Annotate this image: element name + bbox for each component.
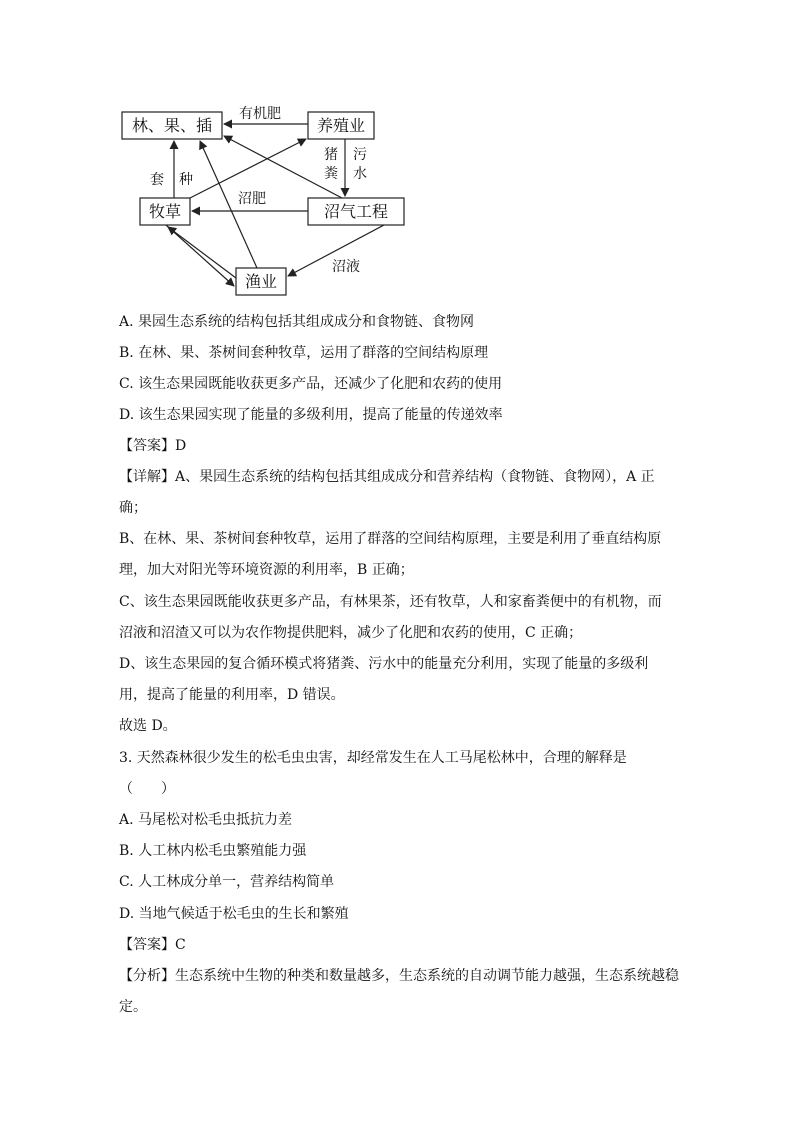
- q2-detail-line: 【详解】A、果园生态系统的结构包括其组成成分和营养结构（食物链、食物网），A 正: [119, 469, 655, 485]
- q2-option-a: A. 果园生态系统的结构包括其组成成分和食物链、食物网: [119, 314, 475, 330]
- q3-option-d: D. 当地气候适于松毛虫的生长和繁殖: [119, 906, 349, 922]
- label-biogas-fertilizer: 沼肥: [238, 191, 266, 207]
- q2-detail-line: 理，加大对阳光等环境资源的利用率，B 正确；: [119, 562, 414, 578]
- node-pasture-label: 牧草: [148, 202, 182, 221]
- node-fishery-label: 渔业: [244, 272, 278, 291]
- node-fishery: [236, 268, 286, 295]
- label-interplant-2: 种: [179, 172, 193, 188]
- label-sewage-2: 水: [353, 166, 367, 182]
- label-organic-fertilizer: 有机肥: [239, 106, 281, 122]
- q2-detail-line: C、该生态果园既能收获更多产品，有林果茶，还有牧草，人和家畜粪便中的有机物，而: [119, 594, 662, 610]
- node-forest-label: 林、果、插: [131, 116, 213, 135]
- q2-conclusion: 故选 D。: [119, 718, 177, 734]
- q2-option-b: B. 在林、果、茶树间套种牧草，运用了群落的空间结构原理: [119, 345, 489, 361]
- label-pig-manure-2: 粪: [324, 166, 338, 182]
- q3-option-c: C. 人工林成分单一，营养结构简单: [119, 874, 335, 890]
- q3-blank: （ ）: [119, 781, 175, 797]
- label-sewage-1: 污: [353, 147, 367, 163]
- q2-detail-line: D、该生态果园的复合循环模式将猪粪、污水中的能量充分利用，实现了能量的多级利: [119, 656, 649, 672]
- node-breeding-label: 养殖业: [316, 116, 366, 135]
- q3-analysis-line: 【分析】生态系统中生物的种类和数量越多，生态系统的自动调节能力越强，生态系统越稳: [119, 968, 679, 984]
- q3-option-b: B. 人工林内松毛虫繁殖能力强: [119, 843, 307, 859]
- edge-pasture-fishery: [166, 225, 234, 286]
- node-pasture: [140, 198, 190, 225]
- edge-pasture-breeding: [190, 139, 306, 198]
- q3-option-a: A. 马尾松对松毛虫抵抗力差: [119, 812, 293, 828]
- q2-detail-line: 沼液和沼渣又可以为农作物提供肥料，减少了化肥和农药的使用，C 正确；: [119, 625, 583, 641]
- q2-detail-line: 确；: [119, 500, 147, 516]
- node-forest: [122, 112, 222, 139]
- node-biogas: [308, 198, 404, 225]
- q2-detail-line: B、在林、果、茶树间套种牧草，运用了群落的空间结构原理，主要是利用了垂直结构原: [119, 531, 662, 547]
- node-biogas-label: 沼气工程: [323, 202, 389, 221]
- q3-analysis-line: 定。: [119, 999, 147, 1015]
- eco-orchard-diagram: [110, 100, 430, 305]
- q2-answer: 【答案】D: [119, 438, 187, 454]
- label-pig-manure-1: 猪: [324, 147, 338, 163]
- label-interplant-1: 套: [150, 172, 164, 188]
- q2-option-d: D. 该生态果园实现了能量的多级利用，提高了能量的传递效率: [119, 407, 503, 423]
- q2-option-c: C. 该生态果园既能收获更多产品，还减少了化肥和农药的使用: [119, 376, 503, 392]
- q3-stem: 3. 天然森林很少发生的松毛虫虫害，却经常发生在人工马尾松林中，合理的解释是: [119, 750, 627, 766]
- q3-answer: 【答案】C: [119, 937, 186, 953]
- node-breeding: [308, 112, 374, 139]
- q2-detail-line: 用，提高了能量的利用率，D 错误。: [119, 687, 345, 703]
- edge-fishery-pasture: [168, 227, 236, 278]
- label-biogas-liquid: 沼液: [332, 259, 360, 275]
